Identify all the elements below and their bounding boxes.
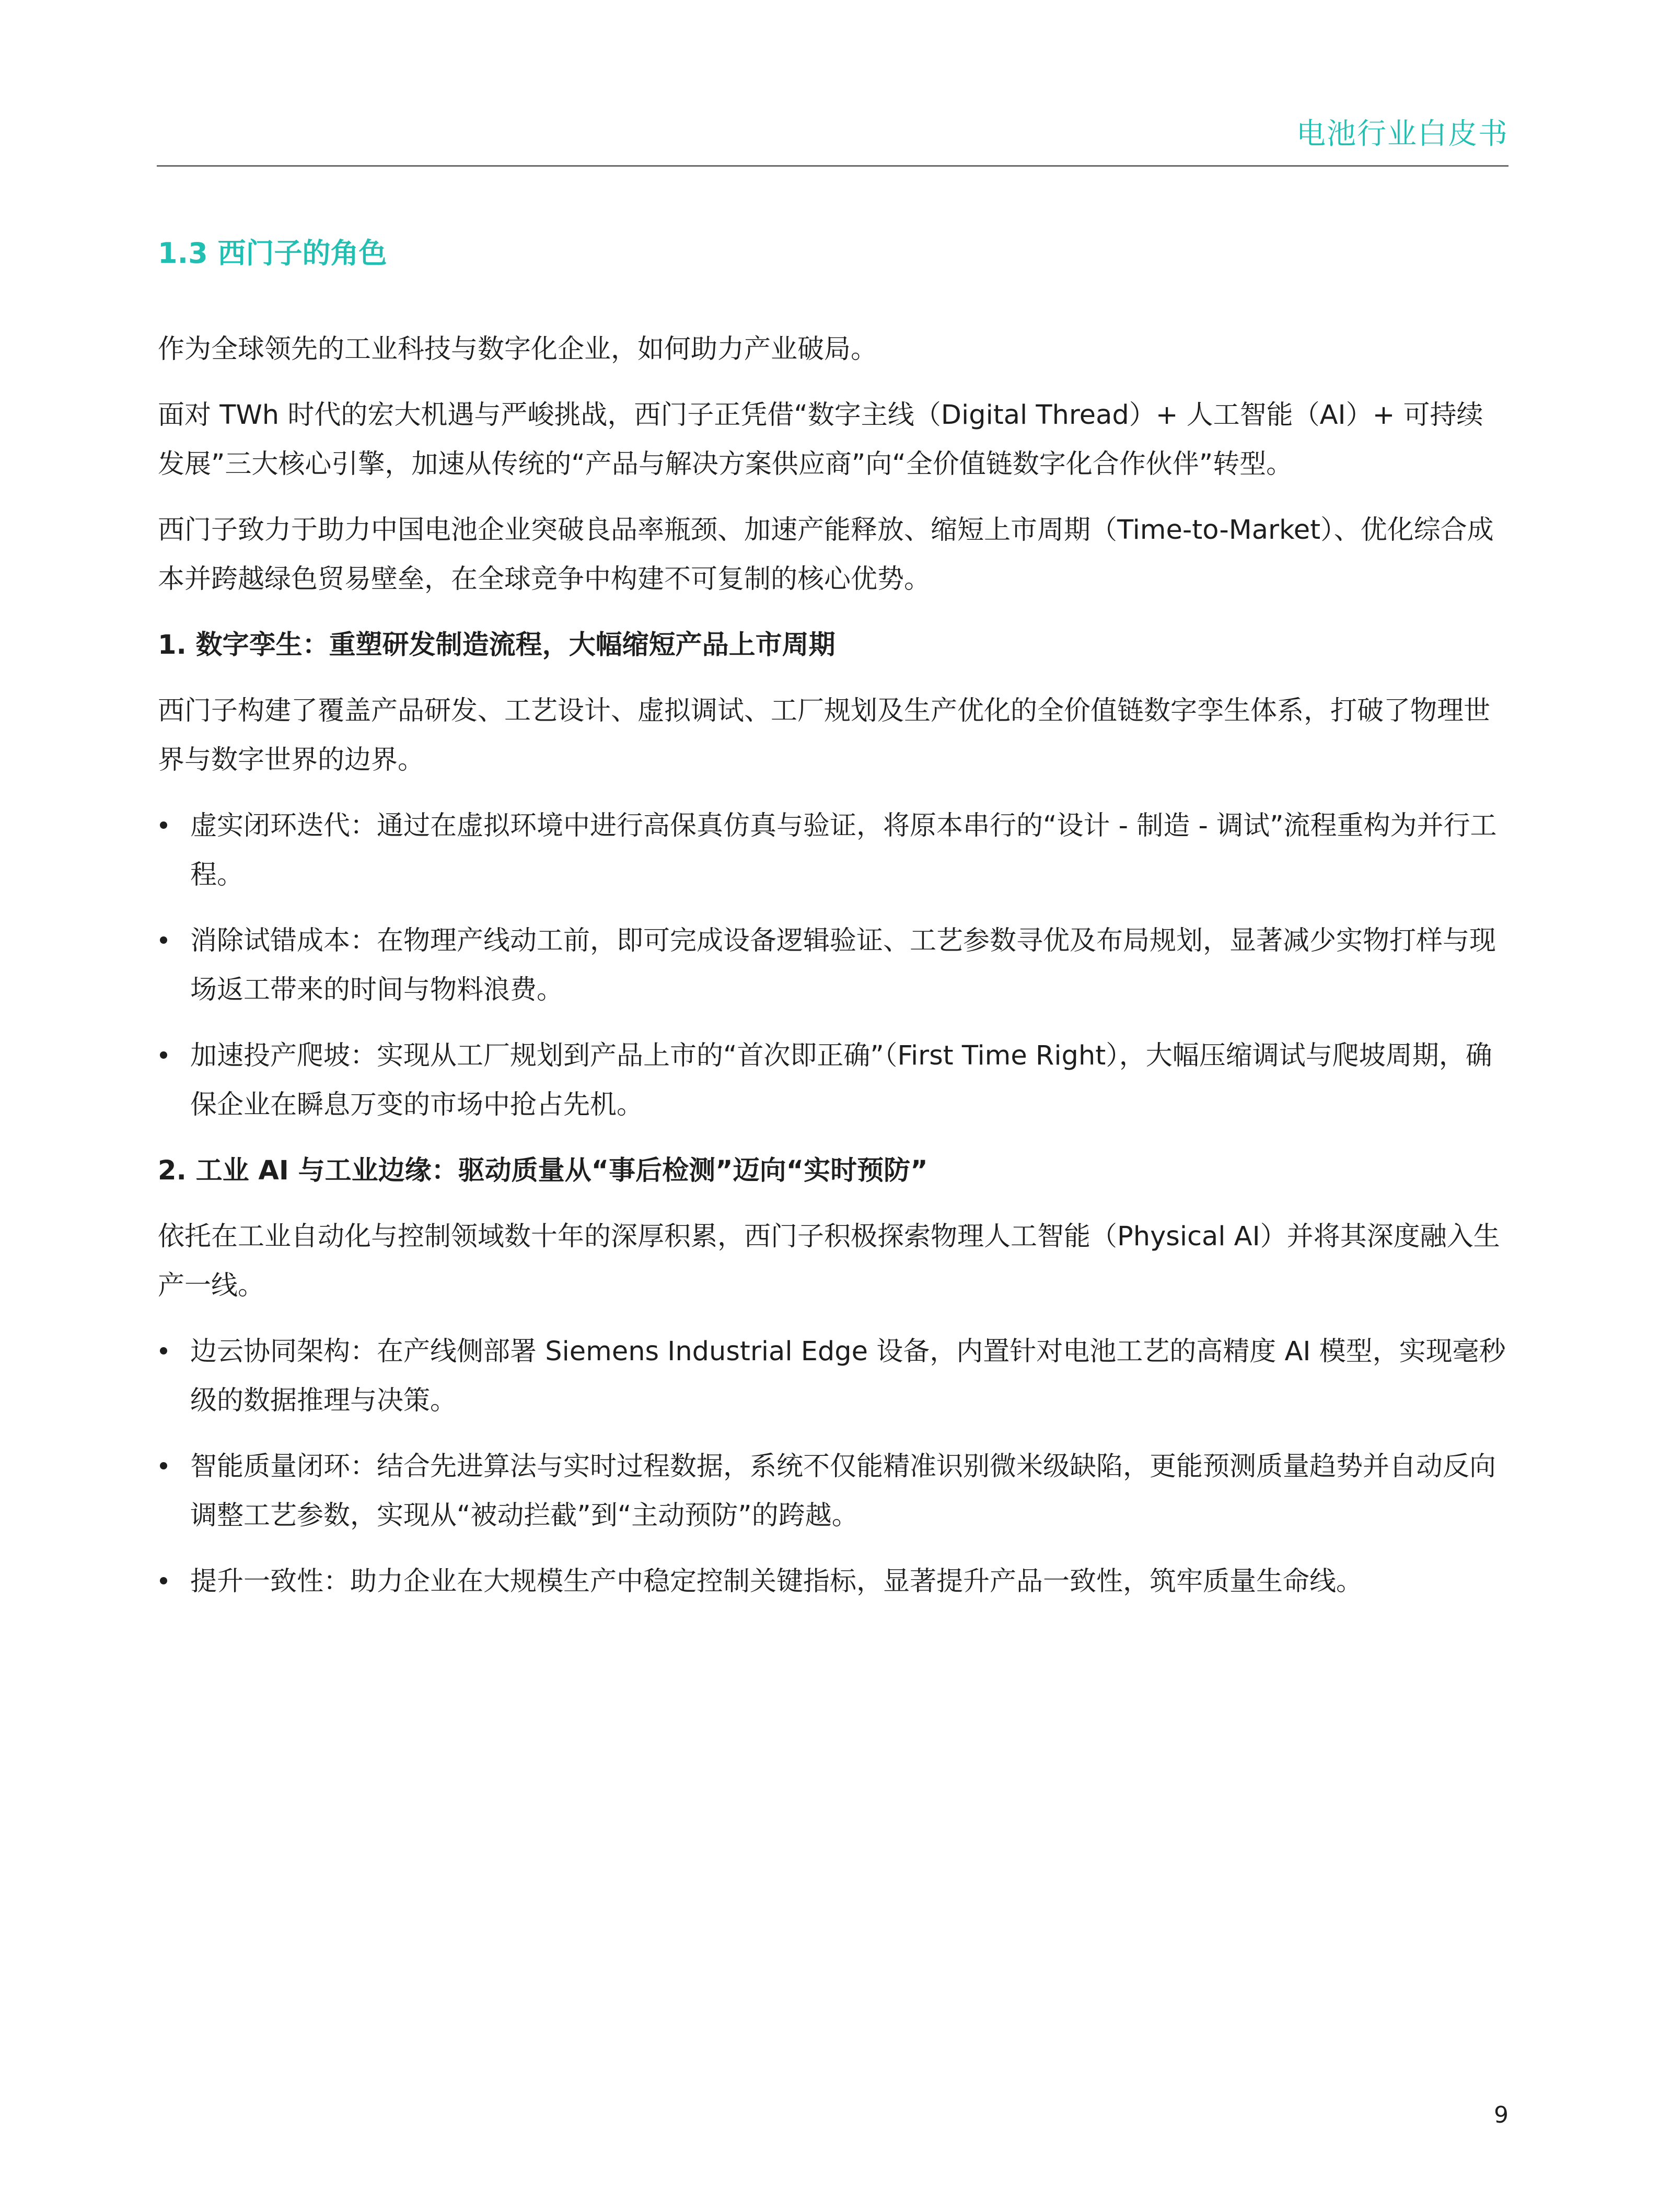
page-number: 9 bbox=[1494, 2102, 1509, 2128]
bullet-icon bbox=[160, 1347, 167, 1354]
bullet-icon bbox=[160, 821, 167, 829]
section-heading: 1.3 西门子的角色 bbox=[158, 237, 387, 270]
list-item bbox=[158, 1557, 1509, 1606]
list-item-text: 提升一致性：助力企业在大规模生产中稳定控制关键指标，显著提升产品一致性，筑牢质量生命线。 bbox=[190, 1566, 1363, 1597]
bullet-icon bbox=[160, 936, 167, 944]
page-content bbox=[158, 230, 1509, 1623]
list-item-text: 消除试错成本：在物理产线动工前，即可完成设备逻辑验证、工艺参数寻优及布局规划，显著减少实物打样与现场返工带来的时间与物料浪费。 bbox=[190, 925, 1496, 1005]
list-item-text: 虚实闭环迭代：通过在虚拟环境中进行高保真仿真与验证，将原本串行的“设计 - 制造 - 调试”流程重构为并行工程。 bbox=[190, 810, 1497, 890]
list-item-text: 边云协同架构：在产线侧部署 Siemens Industrial Edge 设备，内置针对电池工艺的高精度 AI 模型，实现毫秒级的数据推理与决策。 bbox=[190, 1336, 1506, 1416]
bullet-list bbox=[158, 802, 1509, 1130]
subsection-body: 西门子构建了覆盖产品研发、工艺设计、虚拟调试、工厂规划及生产优化的全价值链数字孪生体系，打破了物理世界与数字世界的边界。 bbox=[158, 696, 1491, 775]
list-item bbox=[158, 802, 1509, 900]
subsection-heading: 1. 数字孪生：重塑研发制造流程，大幅缩短产品上市周期 bbox=[158, 630, 836, 661]
body-paragraph: 面对 TWh 时代的宏大机遇与严峻挑战，西门子正凭借“数字主线（Digital Thread）+ 人工智能（AI）+ 可持续发展”三大核心引擎，加速从传统的“产品与解决方案供应商”向“全价值链数字化合作伙伴”转型。 bbox=[158, 400, 1483, 480]
intro-paragraph: 作为全球领先的工业科技与数字化企业，如何助力产业破局。 bbox=[158, 334, 878, 365]
list-item-text: 加速投产爬坡：实现从工厂规划到产品上市的“首次即正确”（First Time Right），大幅压缩调试与爬坡周期，确保企业在瞬息万变的市场中抢占先机。 bbox=[190, 1040, 1492, 1120]
bullet-list bbox=[158, 1327, 1509, 1606]
list-item bbox=[158, 1032, 1509, 1130]
bullet-icon bbox=[160, 1577, 167, 1584]
subsection-heading: 2. 工业 AI 与工业边缘：驱动质量从“事后检测”迈向“实时预防” bbox=[158, 1155, 928, 1186]
list-item bbox=[158, 917, 1509, 1015]
subsection-body: 依托在工业自动化与控制领域数十年的深厚积累，西门子积极探索物理人工智能（Physical AI）并将其深度融入生产一线。 bbox=[158, 1221, 1500, 1301]
list-item bbox=[158, 1327, 1509, 1426]
bullet-icon bbox=[160, 1462, 167, 1469]
body-paragraph: 西门子致力于助力中国电池企业突破良品率瓶颈、加速产能释放、缩短上市周期（Time-to-Market）、优化综合成本并跨越绿色贸易壁垒，在全球竞争中构建不可复制的核心优势。 bbox=[158, 515, 1494, 595]
document-header-title: 电池行业白皮书 bbox=[1296, 117, 1509, 151]
list-item-text: 智能质量闭环：结合先进算法与实时过程数据，系统不仅能精准识别微米级缺陷，更能预测质量趋势并自动反向调整工艺参数，实现从“被动拦截”到“主动预防”的跨越。 bbox=[190, 1451, 1496, 1531]
header-divider bbox=[157, 165, 1509, 167]
subsection-industrial-ai bbox=[158, 1146, 1509, 1606]
subsection-digital-twin bbox=[158, 621, 1509, 1130]
bullet-icon bbox=[160, 1051, 167, 1059]
list-item bbox=[158, 1442, 1509, 1541]
